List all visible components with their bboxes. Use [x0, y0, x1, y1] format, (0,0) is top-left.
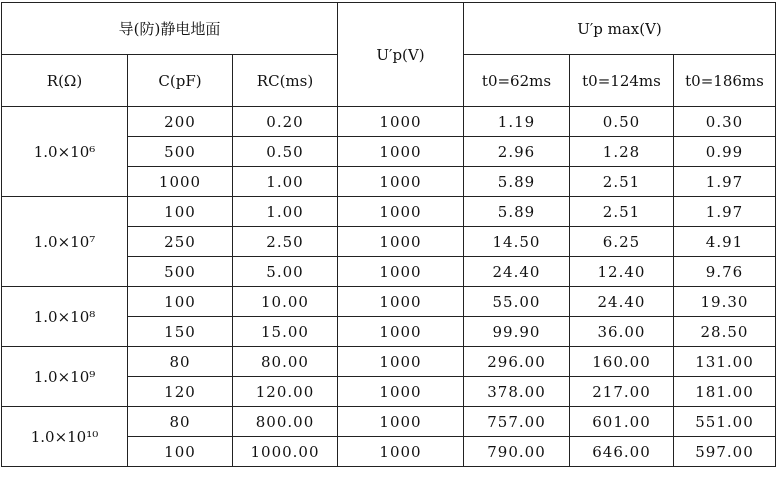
- cell-a: 1.19: [464, 107, 570, 137]
- header-floor-group: 导(防)静电地面: [2, 3, 338, 55]
- cell-a: 296.00: [464, 347, 570, 377]
- cell-up: 1000: [338, 137, 464, 167]
- cell-b: 160.00: [570, 347, 674, 377]
- cell-b: 646.00: [570, 437, 674, 467]
- cell-rc: 15.00: [233, 317, 338, 347]
- cell-up: 1000: [338, 347, 464, 377]
- cell-b: 601.00: [570, 407, 674, 437]
- cell-c: 4.91: [674, 227, 776, 257]
- cell-rc: 1.00: [233, 167, 338, 197]
- data-table: [1, 2, 776, 467]
- cell-rc: 1000.00: [233, 437, 338, 467]
- table-body: [2, 107, 776, 467]
- table-row: [2, 347, 776, 377]
- cell-up: 1000: [338, 407, 464, 437]
- cell-rc: 120.00: [233, 377, 338, 407]
- cell-c: 1.97: [674, 197, 776, 227]
- cell-c: 597.00: [674, 437, 776, 467]
- cell-rc: 10.00: [233, 287, 338, 317]
- cell-a: 24.40: [464, 257, 570, 287]
- cell-b: 0.50: [570, 107, 674, 137]
- cell-c: 100: [128, 437, 233, 467]
- table-row: [2, 287, 776, 317]
- cell-resistance: 1.0×10⁸: [2, 287, 128, 347]
- cell-c: 28.50: [674, 317, 776, 347]
- cell-a: 5.89: [464, 197, 570, 227]
- cell-c: 500: [128, 257, 233, 287]
- cell-rc: 1.00: [233, 197, 338, 227]
- header-t62: t0=62ms: [464, 55, 570, 107]
- cell-c: 551.00: [674, 407, 776, 437]
- cell-up: 1000: [338, 317, 464, 347]
- cell-b: 36.00: [570, 317, 674, 347]
- header-rc: RC(ms): [233, 55, 338, 107]
- cell-c: 80: [128, 347, 233, 377]
- cell-b: 2.51: [570, 197, 674, 227]
- cell-up: 1000: [338, 437, 464, 467]
- cell-up: 1000: [338, 167, 464, 197]
- cell-c: 500: [128, 137, 233, 167]
- cell-up: 1000: [338, 377, 464, 407]
- cell-up: 1000: [338, 287, 464, 317]
- cell-b: 1.28: [570, 137, 674, 167]
- cell-b: 217.00: [570, 377, 674, 407]
- header-r: R(Ω): [2, 55, 128, 107]
- cell-a: 5.89: [464, 167, 570, 197]
- cell-rc: 80.00: [233, 347, 338, 377]
- header-t124: t0=124ms: [570, 55, 674, 107]
- cell-c: 1.97: [674, 167, 776, 197]
- cell-c: 120: [128, 377, 233, 407]
- cell-b: 12.40: [570, 257, 674, 287]
- cell-rc: 5.00: [233, 257, 338, 287]
- table-row: [2, 407, 776, 437]
- header-up: U′p(V): [338, 3, 464, 107]
- cell-c: 131.00: [674, 347, 776, 377]
- cell-c: 1000: [128, 167, 233, 197]
- cell-c: 100: [128, 287, 233, 317]
- cell-a: 99.90: [464, 317, 570, 347]
- header-upmax: U′p max(V): [464, 3, 776, 55]
- cell-resistance: 1.0×10⁹: [2, 347, 128, 407]
- cell-c: 100: [128, 197, 233, 227]
- cell-resistance: 1.0×10⁷: [2, 197, 128, 287]
- cell-c: 80: [128, 407, 233, 437]
- cell-rc: 0.50: [233, 137, 338, 167]
- table-row: [2, 107, 776, 137]
- cell-a: 55.00: [464, 287, 570, 317]
- cell-a: 757.00: [464, 407, 570, 437]
- cell-a: 378.00: [464, 377, 570, 407]
- cell-c: 0.30: [674, 107, 776, 137]
- cell-a: 790.00: [464, 437, 570, 467]
- header-c: C(pF): [128, 55, 233, 107]
- cell-c: 150: [128, 317, 233, 347]
- cell-up: 1000: [338, 257, 464, 287]
- cell-c: 19.30: [674, 287, 776, 317]
- cell-rc: 800.00: [233, 407, 338, 437]
- cell-b: 24.40: [570, 287, 674, 317]
- cell-b: 2.51: [570, 167, 674, 197]
- cell-rc: 2.50: [233, 227, 338, 257]
- cell-up: 1000: [338, 227, 464, 257]
- cell-a: 14.50: [464, 227, 570, 257]
- cell-up: 1000: [338, 107, 464, 137]
- cell-up: 1000: [338, 197, 464, 227]
- cell-a: 2.96: [464, 137, 570, 167]
- header-t186: t0=186ms: [674, 55, 776, 107]
- cell-b: 6.25: [570, 227, 674, 257]
- cell-c: 0.99: [674, 137, 776, 167]
- table-row: [2, 197, 776, 227]
- cell-c: 200: [128, 107, 233, 137]
- cell-c: 9.76: [674, 257, 776, 287]
- cell-rc: 0.20: [233, 107, 338, 137]
- cell-resistance: 1.0×10¹⁰: [2, 407, 128, 467]
- cell-resistance: 1.0×10⁶: [2, 107, 128, 197]
- cell-c: 250: [128, 227, 233, 257]
- cell-c: 181.00: [674, 377, 776, 407]
